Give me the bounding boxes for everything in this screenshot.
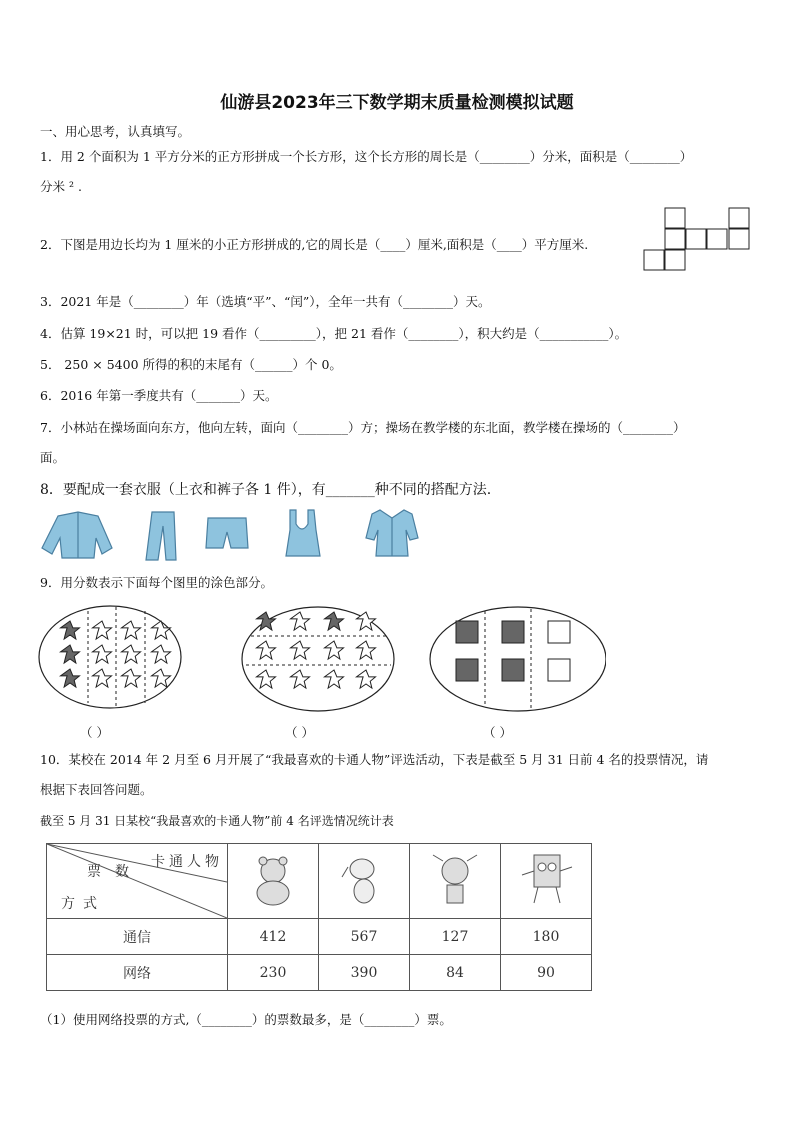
page-title: 仙游县2023年三下数学期末质量检测模拟试题 xyxy=(220,93,574,113)
vest-icon xyxy=(286,510,320,556)
cell: 84 xyxy=(410,955,501,991)
table-row xyxy=(47,919,592,955)
question-9: 9．用分数表示下面每个图里的涂色部分。 xyxy=(40,575,273,590)
question-2: 2．下图是用边长均为 1 厘米的小正方形拼成的,它的周长是（____）厘米,面积是（____）平方厘米. xyxy=(40,237,589,252)
table-header-diagonal xyxy=(47,844,228,919)
question-7-line2: 面。 xyxy=(40,450,66,465)
table-caption: 截至 5 月 31 日某校“我最喜欢的卡通人物”前 4 名评选情况统计表 xyxy=(40,814,394,828)
question-5: 5． 250 × 5400 所得的积的末尾有（______）个 0。 xyxy=(40,357,342,372)
question-10-line2: 根据下表回答问题。 xyxy=(40,782,153,797)
figure-1 xyxy=(39,606,181,708)
cell: 90 xyxy=(501,955,592,991)
table-row xyxy=(47,955,592,991)
figure-3 xyxy=(430,607,606,711)
question-6: 6．2016 年第一季度共有（_______）天。 xyxy=(40,388,278,403)
figure-2-answer: （ ） xyxy=(285,725,314,740)
dog-icon xyxy=(334,849,394,909)
section-heading: 一、用心思考，认真填写。 xyxy=(40,124,191,139)
coat-icon xyxy=(366,510,418,556)
cell: 390 xyxy=(319,955,410,991)
cell: 230 xyxy=(228,955,319,991)
question-3: 3．2021 年是（________）年（选填“平”、“闰”），全年一共有（________）天。 xyxy=(40,294,491,309)
question-1-line1: 1．用 2 个面积为 1 平方分米的正方形拼成一个长方形，这个长方形的周长是（________）分米，面积是（________） xyxy=(40,149,693,164)
clothes-images xyxy=(40,508,420,563)
cartoon-character-3 xyxy=(410,844,501,919)
cell: 412 xyxy=(228,919,319,955)
question-1-line2: 分米 ² . xyxy=(40,179,82,194)
question-7-line1: 7．小林站在操场面向东方，他向左转，面向（________）方；操场在教学楼的东北面，教学楼在操场的（________） xyxy=(40,420,686,435)
question-4: 4．估算 19×21 时，可以把 19 看作（_________），把 21 看作（________），积大约是（___________）。 xyxy=(40,326,628,341)
figure-2 xyxy=(242,607,394,711)
question-8: 8．要配成一套衣服（上衣和裤子各 1 件），有_______种不同的搭配方法. xyxy=(40,482,492,498)
sponge-icon xyxy=(516,849,576,909)
header-top: 卡通人物 xyxy=(151,854,223,870)
cartoon-character-2 xyxy=(319,844,410,919)
vote-table xyxy=(46,843,592,991)
goat-icon xyxy=(425,849,485,909)
jacket-icon xyxy=(42,512,112,558)
pants-icon xyxy=(146,512,176,560)
cell: 180 xyxy=(501,919,592,955)
row-label: 网络 xyxy=(47,955,228,991)
shorts-icon xyxy=(206,518,248,548)
cell: 127 xyxy=(410,919,501,955)
cartoon-character-4 xyxy=(501,844,592,919)
header-mid: 票数 xyxy=(87,864,143,880)
question-10-line1: 10．某校在 2014 年 2 月至 6 月开展了“我最喜欢的卡通人物”评选活动，下表是截至 5 月 31 日前 4 名的投票情况，请 xyxy=(40,752,709,767)
bear-icon xyxy=(243,849,303,909)
header-bottom: 方式 xyxy=(61,896,105,912)
figure-1-answer: （ ） xyxy=(80,725,109,740)
question-10-sub1: （1）使用网络投票的方式,（________）的票数最多，是（________）票。 xyxy=(40,1012,452,1027)
cartoon-character-1 xyxy=(228,844,319,919)
cell: 567 xyxy=(319,919,410,955)
row-label: 通信 xyxy=(47,919,228,955)
square-grid-figure xyxy=(640,205,755,275)
figure-3-answer: （ ） xyxy=(483,725,512,740)
fraction-figures xyxy=(36,603,606,713)
